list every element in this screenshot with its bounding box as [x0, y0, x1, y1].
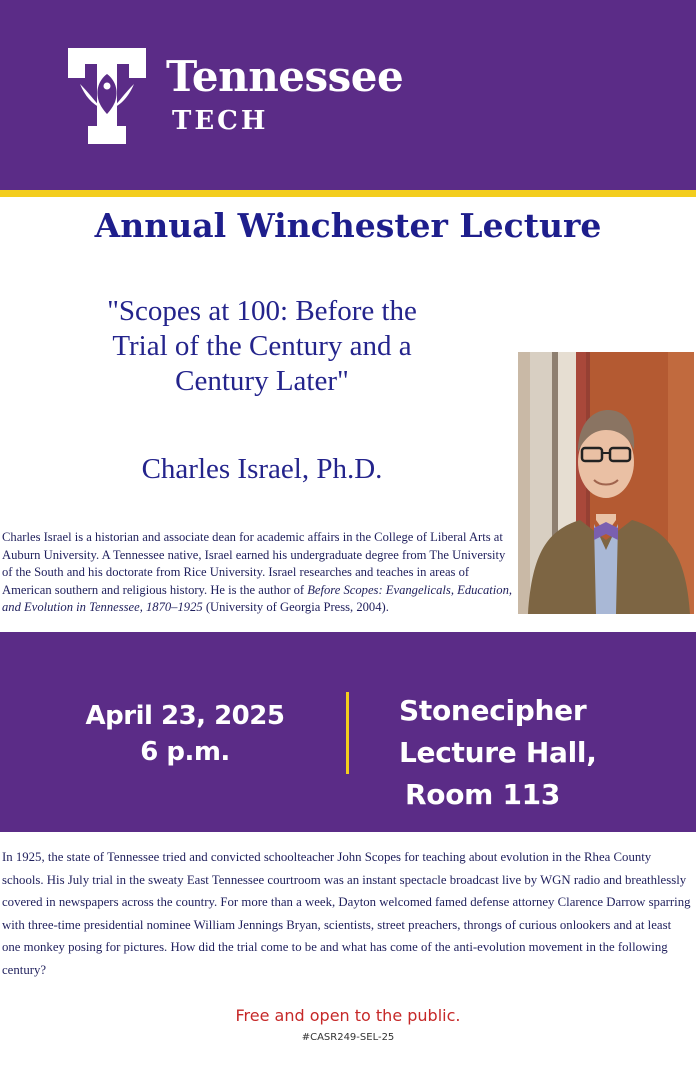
- lecture-title: [60, 294, 464, 399]
- venue-line: Stonecipher: [399, 694, 587, 727]
- venue-line: Room 113: [405, 778, 561, 811]
- speaker-bio: [2, 529, 514, 617]
- gold-divider-bar: [0, 190, 696, 197]
- bio-book-title: Before Scopes: Evangelicals, Education, and Evolution in Tennessee, 1870–1925: [2, 582, 513, 615]
- lecture-title-line: Century Later": [175, 365, 349, 397]
- admission-note: Free and open to the public.: [235, 1006, 461, 1025]
- brand-name: Tennessee: [166, 52, 404, 101]
- brand-subtitle: TECH: [172, 106, 269, 136]
- speaker-name: Charles Israel, Ph.D.: [141, 453, 383, 485]
- bio-text: (University of Georgia Press, 2004).: [202, 600, 389, 615]
- tennessee-tech-logo-icon: [68, 48, 146, 144]
- info-divider: [346, 692, 349, 774]
- event-date-time: [80, 698, 290, 770]
- lecture-title-line: Trial of the Century and a: [112, 330, 412, 362]
- event-title: Annual Winchester Lecture: [94, 206, 602, 245]
- event-venue: [399, 690, 639, 816]
- venue-line: Lecture Hall,: [399, 736, 597, 769]
- event-date: April 23, 2025: [85, 701, 285, 731]
- event-time: 6 p.m.: [140, 737, 230, 767]
- speaker-photo: [518, 352, 694, 614]
- event-tag: #CASR249-SEL-25: [301, 1032, 395, 1043]
- event-description: In 1925, the state of Tennessee tried and convicted schoolteacher John Scopes for teaching about evolution in the Rhea County schools. His July trial in the sweaty East Tennessee courtroom was an instant spectacle broadcast live by WGN radio and breathlessly covered in newspapers across the country. For more than a week, Dayton welcomed famed defense attorney Clarence Darrow sparring with three-time presidential nominee William Jennings Bryan, scientists, street preachers, throngs of curious onlookers and at least one monkey posing for pictures. How did the trial come to be and what has come of the anti-evolution movement in the following century?: [2, 850, 691, 977]
- bio-text: Charles Israel is a historian and associate dean for academic affairs in the College of Liberal Arts at Auburn University. A Tennessee native, Israel earned his undergraduate degree from The University of the South and his doctorate from Rice University. Israel researches and teaches in areas of American southern and religious history. He is the author of: [2, 530, 506, 597]
- lecture-title-line: "Scopes at 100: Before the: [107, 295, 417, 327]
